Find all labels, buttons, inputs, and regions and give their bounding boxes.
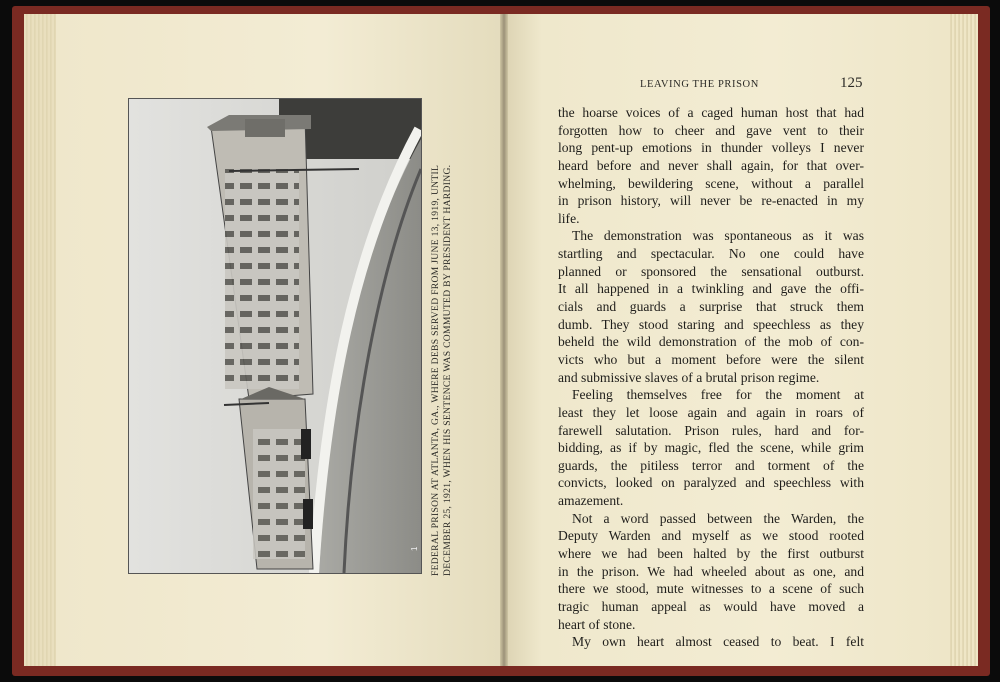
text-line: The demonstration was spontaneous as it was — [572, 228, 864, 244]
photo-caption — [430, 96, 456, 576]
text-line: in the prison. We had wheeled about as one, and — [558, 563, 864, 579]
svg-text:1: 1 — [410, 546, 419, 551]
text-line: My own heart almost ceased to beat. I felt — [572, 634, 864, 650]
text-line: Not a word passed between the Warden, the — [572, 510, 864, 526]
text-line: the hoarse voices of a caged human host that had — [558, 105, 864, 120]
text-line: whelming, bewildering scene, without a parallel — [558, 175, 864, 191]
caption-line-2: DECEMBER 25, 1921, WHEN HIS SENTENCE WAS COMMUTED BY PRESIDENT HARDING. — [442, 164, 453, 576]
text-line: heart of stone. — [558, 616, 636, 632]
text-line: in prison history, will never be re-enacted in my — [558, 193, 864, 209]
text-line: bidding, as if by magic, fled the scene, while grim — [558, 440, 864, 456]
text-line: life. — [558, 210, 580, 226]
caption-line-1: FEDERAL PRISON AT ATLANTA, GA., WHERE DEBS SERVED FROM JUNE 13, 1919, UNTIL — [430, 164, 441, 576]
text-line: Deputy Warden and myself as we stood rooted — [558, 528, 864, 544]
text-line: least they let loose again and again in roars of — [558, 404, 864, 420]
text-line: long pent-up emotions in thunder volleys I never — [558, 140, 864, 156]
text-line: victs who but a moment before were the silent — [558, 351, 864, 367]
text-line: It all happened in a twinkling and gave the offi- — [558, 281, 864, 297]
text-line: Feeling themselves free for the moment at — [572, 387, 864, 403]
running-head: LEAVING THE PRISON — [640, 79, 759, 90]
text-line: farewell salutation. Prison rules, hard and for- — [558, 422, 864, 438]
text-line: forgotten how to cheer and gave vent to their — [558, 122, 864, 138]
text-line: heard before and never shall again, for that over- — [558, 157, 864, 173]
page-number: 125 — [840, 75, 863, 91]
text-line: tragic human appeal as would have moved a — [558, 598, 864, 614]
text-line: beheld the wild demonstration of the mob of con- — [558, 334, 864, 350]
text-line: dumb. They stood staring and speechless as they — [558, 316, 864, 332]
text-line: and submissive slaves of a brutal prison regime. — [558, 369, 820, 385]
text-line: guards, the pitiless terror and torment of the — [558, 457, 864, 473]
text-line: where we had been halted by the first outburst — [558, 546, 864, 562]
prison-photo-image — [129, 99, 421, 573]
prison-photograph — [128, 98, 422, 574]
text-line: cials and guards a surprise that struck them — [558, 299, 864, 315]
page-edges-left — [24, 14, 58, 666]
text-line: amazement. — [558, 493, 624, 509]
body-text — [558, 104, 864, 651]
text-line: startling and spectacular. No one could have — [558, 246, 864, 262]
text-line: planned or sponsored the sensational outburst. — [558, 263, 864, 279]
text-line: convicts, looked on paralyzed and speechless with — [558, 475, 864, 491]
page-edges-right — [948, 14, 978, 666]
book-gutter — [500, 14, 508, 666]
text-line: there we stood, mute witnesses to a scene of such — [558, 581, 864, 597]
